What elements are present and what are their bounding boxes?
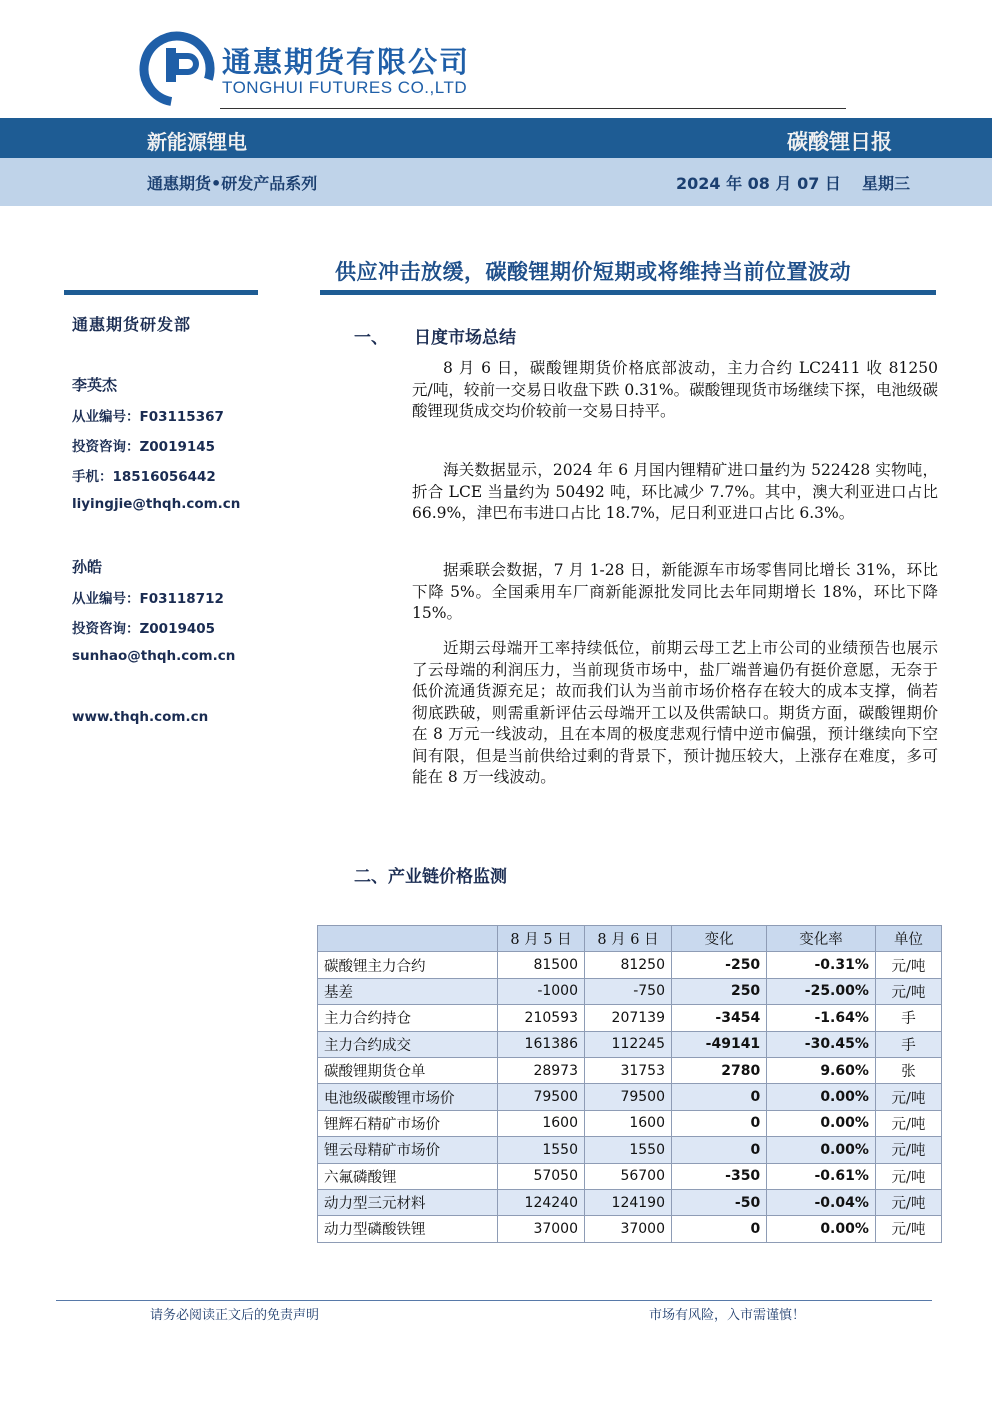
table-cell: 元/吨 xyxy=(875,952,941,978)
analyst-consult-license: 投资咨询：Z0019145 xyxy=(72,439,216,455)
table-cell: -750 xyxy=(585,978,672,1004)
table-cell: 81500 xyxy=(498,952,585,978)
table-cell: 动力型三元材料 xyxy=(318,1189,498,1215)
sidebar-rule xyxy=(64,290,258,295)
table-cell: 0.00% xyxy=(767,1084,876,1110)
table-cell: 0 xyxy=(672,1137,767,1163)
report-type-label: 碳酸锂日报 xyxy=(787,130,892,154)
table-cell: 210593 xyxy=(498,1005,585,1031)
table-header-cell: 单位 xyxy=(875,926,941,952)
table-cell: 1550 xyxy=(498,1137,585,1163)
table-cell: -0.04% xyxy=(767,1189,876,1215)
table-cell: 动力型磷酸铁锂 xyxy=(318,1216,498,1242)
headline-rule xyxy=(320,290,936,295)
table-cell: 主力合约持仓 xyxy=(318,1005,498,1031)
table-header-cell: 变化 xyxy=(672,926,767,952)
table-row xyxy=(318,1110,942,1136)
table-cell: 124190 xyxy=(585,1189,672,1215)
table-row xyxy=(318,1031,942,1057)
table-cell: 37000 xyxy=(498,1216,585,1242)
section-title: 二、产业链价格监测 xyxy=(354,867,507,887)
table-row xyxy=(318,1163,942,1189)
table-cell: -350 xyxy=(672,1163,767,1189)
table-header-cell: 8 月 5 日 xyxy=(498,926,585,952)
paragraph: 据乘联会数据，7 月 1-28 日，新能源车市场零售同比增长 31%，环比下降 5%。全国乘用车厂商新能源批发同比去年同期增长 18%，环比下降 15%。 xyxy=(412,561,938,622)
analyst-consult-license: 投资咨询：Z0019405 xyxy=(72,621,216,637)
report-subbanner xyxy=(0,158,992,206)
table-cell: 碳酸锂主力合约 xyxy=(318,952,498,978)
report-date: 2024 年 08 月 07 日 xyxy=(676,174,841,193)
website-link[interactable]: www.thqh.com.cn xyxy=(72,709,209,725)
table-cell: 电池级碳酸锂市场价 xyxy=(318,1084,498,1110)
table-row xyxy=(318,978,942,1004)
report-headline: 供应冲击放缓，碳酸锂期价短期或将维持当前位置波动 xyxy=(335,259,851,284)
table-cell: -1.64% xyxy=(767,1005,876,1031)
table-cell: -30.45% xyxy=(767,1031,876,1057)
research-dept: 通惠期货研发部 xyxy=(72,315,192,334)
table-cell: 37000 xyxy=(585,1216,672,1242)
disclaimer-note: 请务必阅读正文后的免责声明 xyxy=(150,1308,320,1323)
table-cell: -49141 xyxy=(672,1031,767,1057)
table-cell: 1550 xyxy=(585,1137,672,1163)
section-number: 一、 xyxy=(354,328,388,348)
table-cell: 112245 xyxy=(585,1031,672,1057)
table-cell: 元/吨 xyxy=(875,1163,941,1189)
table-cell: 手 xyxy=(875,1005,941,1031)
table-cell: 250 xyxy=(672,978,767,1004)
table-cell: 锂云母精矿市场价 xyxy=(318,1137,498,1163)
table-cell: 0.00% xyxy=(767,1110,876,1136)
table-cell: 207139 xyxy=(585,1005,672,1031)
table-cell: 元/吨 xyxy=(875,1216,941,1242)
table-cell: 9.60% xyxy=(767,1057,876,1083)
table-cell: 28973 xyxy=(498,1057,585,1083)
table-cell: 57050 xyxy=(498,1163,585,1189)
table-cell: 锂辉石精矿市场价 xyxy=(318,1110,498,1136)
table-cell: 0 xyxy=(672,1110,767,1136)
table-header-cell: 变化率 xyxy=(767,926,876,952)
company-name-en: TONGHUI FUTURES CO.,LTD xyxy=(222,78,468,97)
table-cell: 张 xyxy=(875,1057,941,1083)
table-cell: -25.00% xyxy=(767,978,876,1004)
table-header-row xyxy=(318,926,942,952)
table-header-cell: 8 月 6 日 xyxy=(585,926,672,952)
analyst-license: 从业编号：F03115367 xyxy=(72,409,224,425)
table-cell: 161386 xyxy=(498,1031,585,1057)
table-cell: 基差 xyxy=(318,978,498,1004)
paragraph: 8 月 6 日，碳酸锂期货价格底部波动，主力合约 LC2411 收 81250 元/吨，较前一交易日收盘下跌 0.31%。碳酸锂现货市场继续下探，电池级碳酸锂现货成交均价较前一交易日持平。 xyxy=(412,359,938,420)
table-cell: 元/吨 xyxy=(875,1084,941,1110)
table-cell: 主力合约成交 xyxy=(318,1031,498,1057)
table-cell: 碳酸锂期货仓单 xyxy=(318,1057,498,1083)
table-cell: 56700 xyxy=(585,1163,672,1189)
table-cell: 六氟磷酸锂 xyxy=(318,1163,498,1189)
table-row xyxy=(318,1084,942,1110)
table-cell: 31753 xyxy=(585,1057,672,1083)
table-cell: -0.61% xyxy=(767,1163,876,1189)
section-title: 日度市场总结 xyxy=(414,328,516,348)
table-cell: 元/吨 xyxy=(875,978,941,1004)
analyst-phone: 手机：18516056442 xyxy=(72,469,216,485)
table-cell: -0.31% xyxy=(767,952,876,978)
table-cell: 元/吨 xyxy=(875,1110,941,1136)
table-cell: -1000 xyxy=(498,978,585,1004)
table-cell: 79500 xyxy=(585,1084,672,1110)
analyst-email[interactable]: liyingjie@thqh.com.cn xyxy=(72,496,241,512)
table-cell: 1600 xyxy=(585,1110,672,1136)
table-cell: 2780 xyxy=(672,1057,767,1083)
table-cell: 0 xyxy=(672,1084,767,1110)
table-cell: 元/吨 xyxy=(875,1137,941,1163)
table-cell: 0 xyxy=(672,1216,767,1242)
analyst-name: 李英杰 xyxy=(72,376,118,394)
table-cell: 81250 xyxy=(585,952,672,978)
report-weekday: 星期三 xyxy=(862,174,911,193)
price-monitor-table xyxy=(317,925,942,1243)
analyst-name: 孙皓 xyxy=(72,558,103,576)
report-banner xyxy=(0,118,992,158)
series-label: 通惠期货•研发产品系列 xyxy=(147,174,318,193)
analyst-email[interactable]: sunhao@thqh.com.cn xyxy=(72,648,236,664)
table-cell: 1600 xyxy=(498,1110,585,1136)
table-row xyxy=(318,1137,942,1163)
table-cell: -3454 xyxy=(672,1005,767,1031)
table-row xyxy=(318,1189,942,1215)
table-cell: 79500 xyxy=(498,1084,585,1110)
company-name-cn: 通惠期货有限公司 xyxy=(222,45,471,79)
table-cell: 0.00% xyxy=(767,1137,876,1163)
table-header-cell xyxy=(318,926,498,952)
company-logo-icon xyxy=(138,30,216,108)
table-row xyxy=(318,952,942,978)
table-row xyxy=(318,1216,942,1242)
table-row xyxy=(318,1057,942,1083)
table-cell: -50 xyxy=(672,1189,767,1215)
table-row xyxy=(318,1005,942,1031)
paragraph: 近期云母端开工率持续低位，前期云母工艺上市公司的业绩预告也展示了云母端的利润压力，当前现货市场中，盐厂端普遍仍有挺价意愿，无奈于低价流通货源充足；故而我们认为当前市场价格存在较大的成本支撑，倘若彻底跌破，则需重新评估云母端开工以及供需缺口。期货方面，碳酸锂期价在 8 万元一线波动，且在本周的极度悲观行情中逆市偏强，预计继续向下空间有限，但是当前供给过剩的背景下，预计抛压较大，上涨存在难度，多可能在 8 万一线波动。 xyxy=(412,639,938,786)
risk-note: 市场有风险，入市需谨慎！ xyxy=(649,1308,806,1323)
table-cell: 124240 xyxy=(498,1189,585,1215)
table-cell: -250 xyxy=(672,952,767,978)
paragraph: 海关数据显示，2024 年 6 月国内锂精矿进口量约为 522428 实物吨，折合 LCE 当量约为 50492 吨，环比减少 7.7%。其中，澳大利亚进口占比 66.9%，津巴布韦进口占比 18.7%，尼日利亚进口占比 6.3%。 xyxy=(412,461,938,522)
analyst-license: 从业编号：F03118712 xyxy=(72,591,224,607)
table-cell: 0.00% xyxy=(767,1216,876,1242)
footer-divider xyxy=(56,1300,932,1301)
table-cell: 元/吨 xyxy=(875,1189,941,1215)
header-divider xyxy=(220,108,846,109)
table-cell: 手 xyxy=(875,1031,941,1057)
sector-label: 新能源锂电 xyxy=(147,130,247,154)
